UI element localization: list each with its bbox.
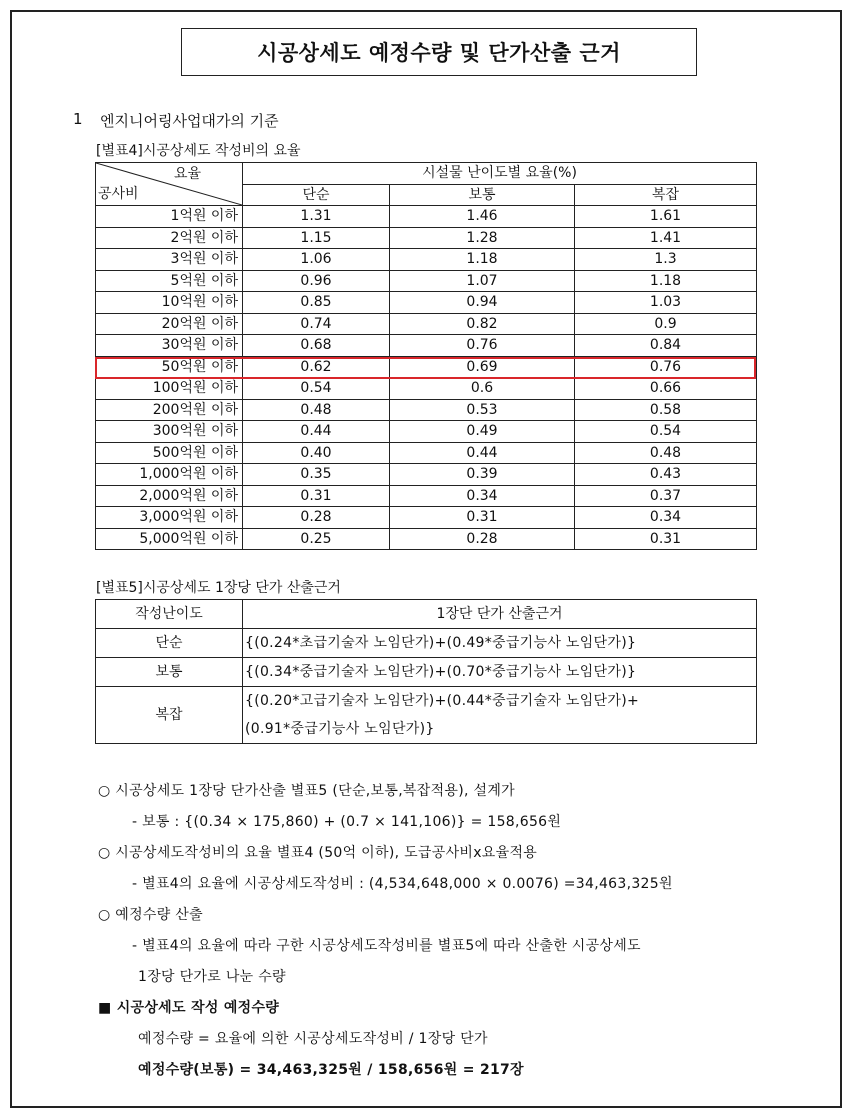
rate-row-label: 500억원 이하 [96,442,243,464]
page-title: 시공상세도 예정수량 및 단가산출 근거 [181,28,697,76]
rate-cell: 0.69 [390,356,575,378]
note-3a: - 별표4의 요율에 따라 구한 시공상세도작성비를 별표5에 따라 산출한 시공상세도 [132,938,641,954]
note-2a: - 별표4의 요율에 시공상세도작성비 : (4,534,648,000 × 0.0076) =34,463,325원 [132,876,673,892]
rate-row-label: 1억원 이하 [96,206,243,228]
rate-row-label: 3억원 이하 [96,249,243,271]
rate-row [96,507,757,529]
rate-cell: 0.74 [243,313,390,335]
rate-cell: 1.18 [390,249,575,271]
rate-row-label: 300억원 이하 [96,421,243,443]
highlight-row-50 [95,357,756,379]
note-2: ○ 시공상세도작성비의 요율 별표4 (50억 이하), 도급공사비x요율적용 [98,845,538,861]
rate-cell: 1.61 [575,206,757,228]
rate-row-label: 20억원 이하 [96,313,243,335]
rate-row [96,313,757,335]
rate-cell: 0.76 [575,356,757,378]
rate-cell: 0.53 [390,399,575,421]
note-1a: - 보통 : {(0.34 × 175,860) + (0.7 × 141,106)} = 158,656원 [132,814,562,830]
rate-cell: 0.62 [243,356,390,378]
rate-cell: 1.07 [390,270,575,292]
t5-level-normal: 보통 [96,658,243,687]
rate-row-label: 50억원 이하 [96,356,243,378]
rate-row [96,528,757,550]
note-4b: 예정수량(보통) = 34,463,325원 / 158,656원 = 217장 [138,1062,524,1078]
corner-bottom-label: 공사비 [98,186,139,202]
rate-cell: 0.37 [575,485,757,507]
rate-cell: 1.28 [390,227,575,249]
rate-cell: 0.43 [575,464,757,486]
rate-cell: 0.6 [390,378,575,400]
rate-row [96,485,757,507]
note-4: ■ 시공상세도 작성 예정수량 [98,1000,280,1016]
corner-top-label: 요율 [174,166,202,182]
rate-cell: 0.34 [390,485,575,507]
rate-cell: 0.31 [390,507,575,529]
rate-row [96,378,757,400]
col-header-complex: 복잡 [575,184,757,206]
t5-level-simple: 단순 [96,629,243,658]
rate-cell: 0.40 [243,442,390,464]
rate-cell: 0.31 [575,528,757,550]
rate-cell: 0.39 [390,464,575,486]
rate-row-label: 3,000억원 이하 [96,507,243,529]
rate-cell: 0.96 [243,270,390,292]
rate-cell: 0.44 [390,442,575,464]
rate-cell: 0.84 [575,335,757,357]
t5-basis-complex-line2: (0.91*중급기능사 노임단가)} [245,721,435,737]
rate-row [96,421,757,443]
rate-cell: 1.3 [575,249,757,271]
rate-row-label: 2,000억원 이하 [96,485,243,507]
rate-cell: 0.85 [243,292,390,314]
col-header-normal: 보통 [390,184,575,206]
rate-cell: 1.15 [243,227,390,249]
t5-basis-normal: {(0.34*중급기술자 노임단가)+(0.70*중급기능사 노임단가)} [243,658,757,687]
rate-row [96,399,757,421]
t5-basis-complex-line1: {(0.20*고급기술자 노임단가)+(0.44*중급기술자 노임단가)+ [245,693,639,709]
rate-row [96,292,757,314]
rate-cell: 0.48 [575,442,757,464]
unit-price-table [95,599,757,744]
rate-cell: 0.28 [243,507,390,529]
rate-row [96,442,757,464]
corner-header-cell [96,163,243,206]
t5-header-basis: 1장단 단가 산출근거 [243,600,757,629]
rate-row [96,227,757,249]
note-3b: 1장당 단가로 나눈 수량 [138,969,286,985]
note-1: ○ 시공상세도 1장당 단가산출 별표5 (단순,보통,복잡적용), 설계가 [98,783,515,799]
rate-cell: 0.54 [575,421,757,443]
rate-row-label: 100억원 이하 [96,378,243,400]
rate-row-label: 5,000억원 이하 [96,528,243,550]
table4-caption: [별표4]시공상세도 작성비의 요율 [96,143,301,159]
rate-row-label: 30억원 이하 [96,335,243,357]
rate-cell: 0.49 [390,421,575,443]
rate-cell: 0.31 [243,485,390,507]
rate-row-label: 2억원 이하 [96,227,243,249]
section-title: 엔지니어링사업대가의 기준 [100,112,279,130]
rate-cell: 0.76 [390,335,575,357]
col-header-simple: 단순 [243,184,390,206]
rate-cell: 0.9 [575,313,757,335]
table5-caption: [별표5]시공상세도 1장당 단가 산출근거 [96,580,341,596]
rate-row [96,464,757,486]
t5-header-level: 작성난이도 [96,600,243,629]
rate-row-label: 5억원 이하 [96,270,243,292]
rate-row-label: 10억원 이하 [96,292,243,314]
rate-cell: 1.18 [575,270,757,292]
rate-row-label: 200억원 이하 [96,399,243,421]
notes [98,776,673,1086]
rate-cell: 0.54 [243,378,390,400]
rate-cell: 0.34 [575,507,757,529]
rate-row-label: 1,000억원 이하 [96,464,243,486]
rate-cell: 1.41 [575,227,757,249]
rate-row [96,249,757,271]
rate-cell: 0.35 [243,464,390,486]
rate-table [95,162,757,550]
rate-cell: 1.31 [243,206,390,228]
rate-cell: 1.03 [575,292,757,314]
rate-cell: 0.48 [243,399,390,421]
rate-cell: 0.58 [575,399,757,421]
t5-basis-simple: {(0.24*초급기술자 노임단가)+(0.49*중급기능사 노임단가)} [243,629,757,658]
rate-row [96,206,757,228]
rate-cell: 0.28 [390,528,575,550]
rate-cell: 0.68 [243,335,390,357]
rate-cell: 0.66 [575,378,757,400]
rate-cell: 0.82 [390,313,575,335]
rate-cell: 0.94 [390,292,575,314]
rate-row [96,335,757,357]
rate-cell: 0.25 [243,528,390,550]
rate-cell: 0.44 [243,421,390,443]
group-header: 시설물 난이도별 요율(%) [243,163,757,185]
t5-basis-complex [243,687,757,744]
note-3: ○ 예정수량 산출 [98,907,203,923]
section-number: 1 [73,110,83,128]
note-4a: 예정수량 = 요율에 의한 시공상세도작성비 / 1장당 단가 [138,1031,488,1047]
rate-row [96,270,757,292]
rate-cell: 1.46 [390,206,575,228]
rate-cell: 1.06 [243,249,390,271]
t5-level-complex: 복잡 [96,687,243,744]
